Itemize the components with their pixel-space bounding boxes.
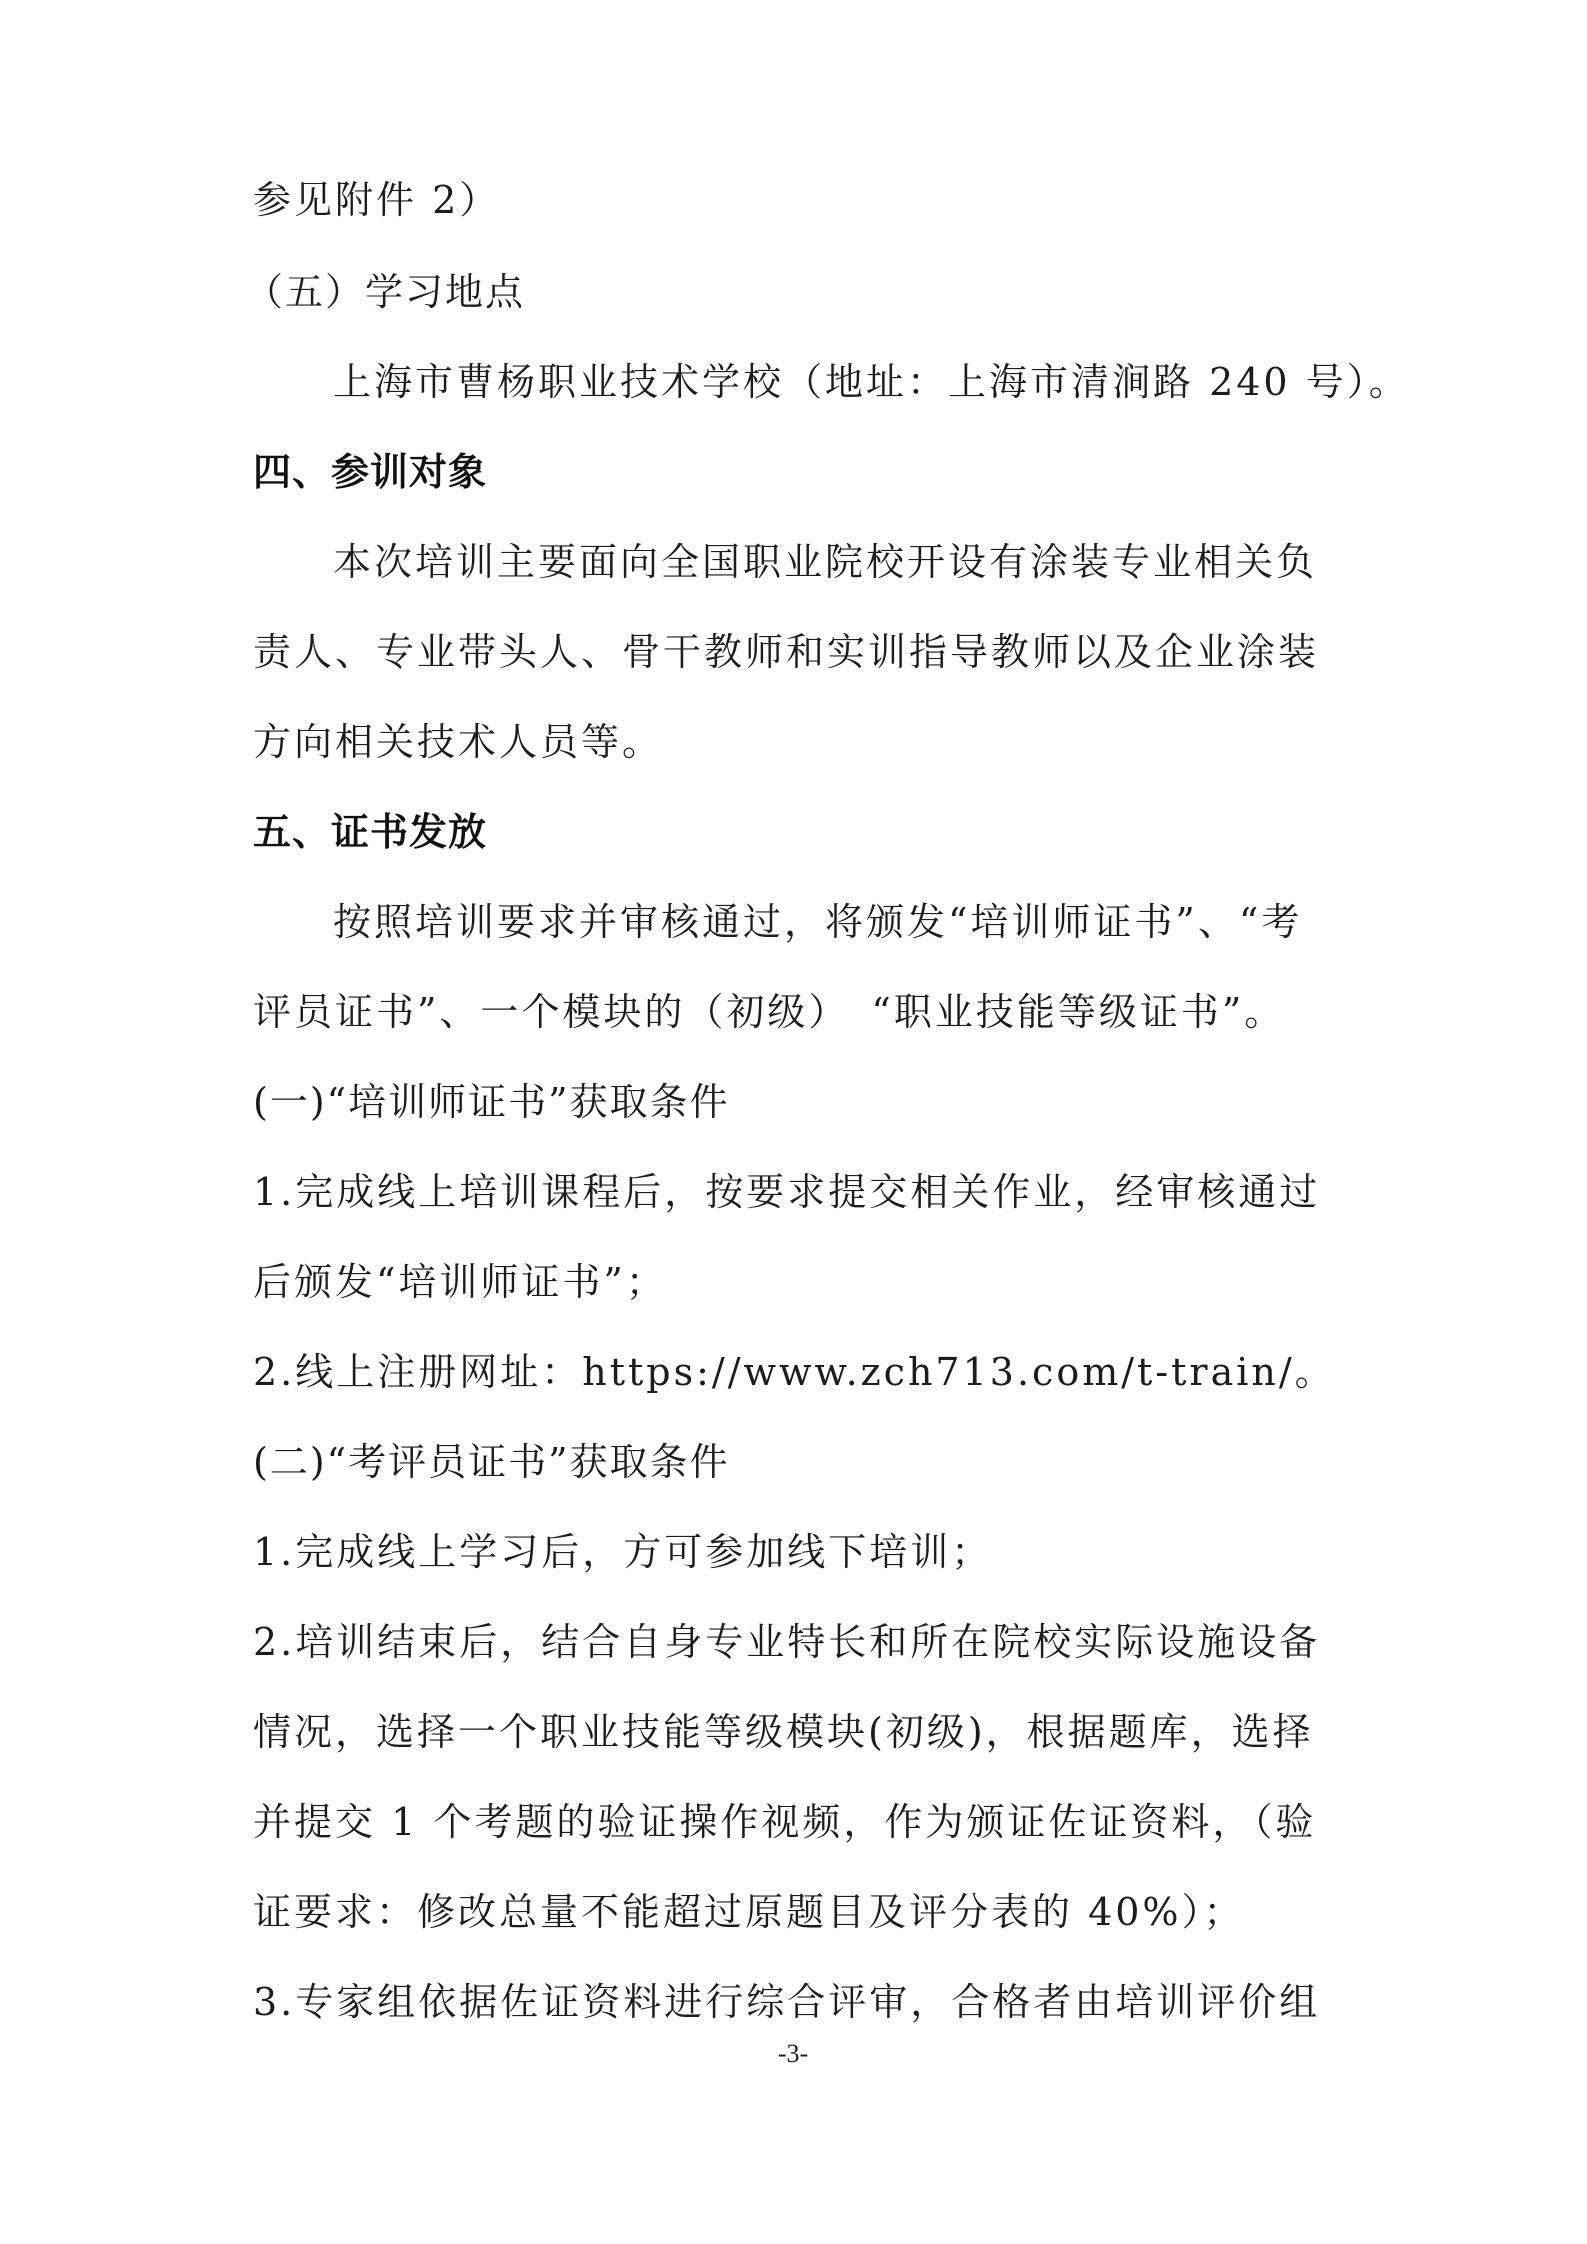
body-line-registration-url: 2.线上注册网址：https://www.zch713.com/t-train/。 xyxy=(253,1350,1336,1394)
body-line-evaluator-item-2d: 证要求：修改总量不能超过原题目及评分表的 40%）； xyxy=(253,1890,1245,1934)
subheading-trainer-cert-conditions: (一)“培训师证书”获取条件 xyxy=(253,1080,730,1124)
subheading-study-location: （五）学习地点 xyxy=(245,270,526,314)
body-line-trainer-item-1a: 1.完成线上培训课程后，按要求提交相关作业，经审核通过 xyxy=(253,1170,1321,1214)
body-line-evaluator-item-3: 3.专家组依据佐证资料进行综合评审，合格者由培训评价组 xyxy=(253,1980,1321,2024)
body-line-participants-2: 责人、专业带头人、骨干教师和实训指导教师以及企业涂装 xyxy=(253,630,1320,674)
body-line-certificates-2: 评员证书”、一个模块的（初级） “职业技能等级证书”。 xyxy=(253,990,1286,1034)
page-number: -3- xyxy=(777,2039,809,2068)
heading-section-4-participants: 四、参训对象 xyxy=(253,450,488,494)
body-line-participants-1: 本次培训主要面向全国职业院校开设有涂装专业相关负 xyxy=(333,540,1318,584)
body-line-participants-3: 方向相关技术人员等。 xyxy=(253,720,664,764)
body-line-evaluator-item-2c: 并提交 1 个考题的验证操作视频，作为颁证佐证资料，（验 xyxy=(253,1800,1317,1844)
body-line-trainer-item-1b: 后颁发“培训师证书”； xyxy=(253,1260,667,1304)
body-line-evaluator-item-2b: 情况，选择一个职业技能等级模块(初级)，根据题库，选择 xyxy=(253,1710,1314,1754)
body-line-school-address: 上海市曹杨职业技术学校（地址：上海市清涧路 240 号）。 xyxy=(333,360,1410,404)
body-line-attachment-ref: 参见附件 2） xyxy=(253,178,501,222)
body-line-evaluator-item-1: 1.完成线上学习后，方可参加线下培训； xyxy=(253,1530,993,1574)
body-line-certificates-1: 按照培训要求并审核通过，将颁发“培训师证书”、“考 xyxy=(333,900,1303,944)
subheading-evaluator-cert-conditions: (二)“考评员证书”获取条件 xyxy=(253,1440,730,1484)
heading-section-5-certificates: 五、证书发放 xyxy=(253,810,488,854)
body-line-evaluator-item-2a: 2.培训结束后，结合自身专业特长和所在院校实际设施设备 xyxy=(253,1620,1321,1664)
